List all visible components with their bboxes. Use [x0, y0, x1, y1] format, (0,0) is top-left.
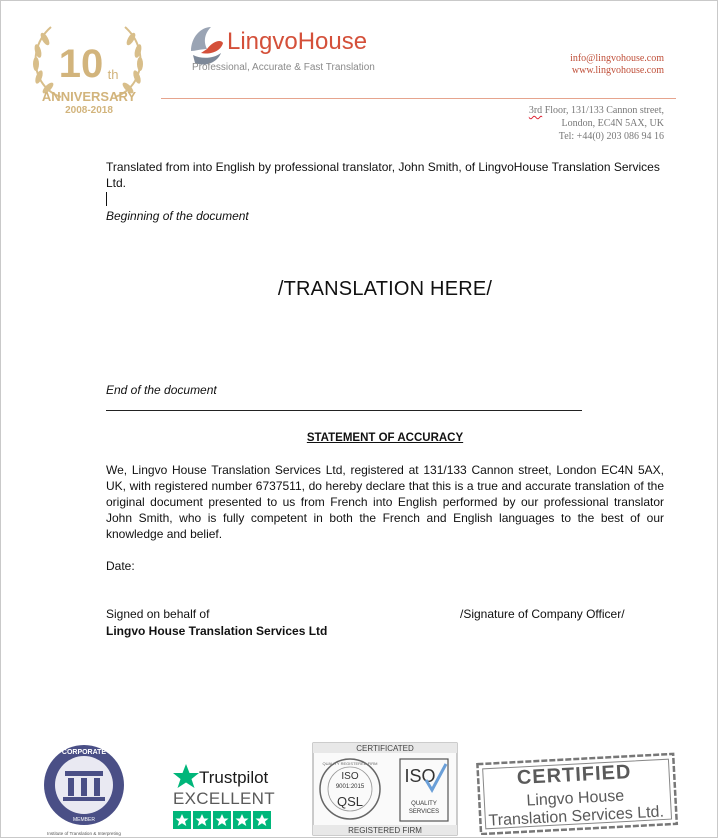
- trustpilot-rating: EXCELLENT: [173, 789, 275, 808]
- iso-ring-text: QUALITY REGISTERED FIRM: [322, 761, 378, 766]
- declaration-paragraph[interactable]: We, Lingvo House Translation Services Ltd, registered at 131/133 Cannon street, London EC4N 5AX, UK, with registered number 6737511, do hereby declare that this is a true and accurate translation of the original document presented to us from French into English performed by our professional translator John Smith, who is fully competent in both the French and English languages to the best of our knowledge and belief.: [106, 463, 664, 541]
- contact-email[interactable]: info@lingvohouse.com: [570, 53, 664, 64]
- brand-name: LingvoHouse: [227, 28, 368, 55]
- anniversary-emblem: [23, 19, 153, 119]
- address-line-2: London, EC4N 5AX, UK: [561, 118, 664, 129]
- iso-certificate-badge: [312, 742, 458, 836]
- statement-title[interactable]: STATEMENT OF ACCURACY: [306, 432, 464, 444]
- iso-badge-bottom: REGISTERED FIRM: [348, 826, 422, 835]
- corporate-badge-top: CORPORATE: [61, 749, 107, 756]
- brand-tagline: Professional, Accurate & Fast Translation: [192, 62, 375, 73]
- intro-paragraph[interactable]: Translated from into English by professional translator, John Smith, of LingvoHouse Translation Services Ltd.: [106, 160, 660, 190]
- brand-mark-icon: [191, 27, 223, 65]
- contact-website[interactable]: www.lingvohouse.com: [571, 65, 664, 76]
- end-label[interactable]: End of the document: [106, 383, 217, 397]
- anniversary-number: 10: [58, 42, 104, 86]
- anniversary-suffix: th: [107, 67, 119, 82]
- iso-right-mark: ISO: [404, 766, 436, 786]
- address-line-1: [529, 104, 664, 117]
- address-phone: Tel: +44(0) 203 086 94 16: [558, 131, 664, 142]
- stamp-certified: CERTIFIED: [516, 761, 632, 790]
- trustpilot-brand: Trustpilot: [199, 768, 269, 787]
- separator-line: [106, 410, 582, 411]
- corporate-badge-caption: Institute of Translation & Interpreting: [47, 831, 121, 836]
- beginning-label[interactable]: Beginning of the document: [106, 209, 249, 223]
- anniversary-years: 2008-2018: [65, 105, 113, 116]
- company-name[interactable]: Lingvo House Translation Services Ltd: [106, 624, 328, 638]
- text-cursor: [106, 192, 107, 206]
- signature-label[interactable]: /Signature of Company Officer/: [460, 607, 625, 621]
- trustpilot-star-icon: [173, 764, 199, 788]
- corporate-badge-bottom: MEMBER: [73, 817, 95, 823]
- iso-right-caption-2: SERVICES: [408, 809, 440, 815]
- iso-badge-top: CERTIFICATED: [356, 744, 414, 753]
- iso-qsl: QSL: [336, 794, 364, 809]
- signed-on-behalf-label[interactable]: Signed on behalf of: [106, 607, 210, 621]
- corporate-member-badge: [41, 741, 133, 837]
- address-line-1-rest: Floor, 131/133 Cannon street,: [542, 105, 664, 116]
- iso-left-mark: ISO: [341, 771, 359, 782]
- contact-block: [570, 53, 664, 77]
- anniversary-label: ANNIVERSARY: [41, 89, 137, 104]
- translation-placeholder[interactable]: /TRANSLATION HERE/: [277, 278, 493, 300]
- iso-right-caption-1: QUALITY: [411, 801, 437, 807]
- header-divider: [161, 98, 676, 99]
- stamp-line-3: Translation Services Ltd.: [488, 803, 665, 830]
- address-floor-prefix: 3rd: [528, 105, 543, 116]
- stamp-line-2: Lingvo House: [526, 787, 625, 810]
- lingvohouse-logo: [187, 23, 397, 75]
- trustpilot-rating-stars: [173, 811, 271, 829]
- date-label[interactable]: Date:: [106, 559, 135, 573]
- address-block: [529, 104, 664, 143]
- certified-stamp: [475, 749, 679, 835]
- iso-left-standard: 9001:2015: [335, 784, 365, 790]
